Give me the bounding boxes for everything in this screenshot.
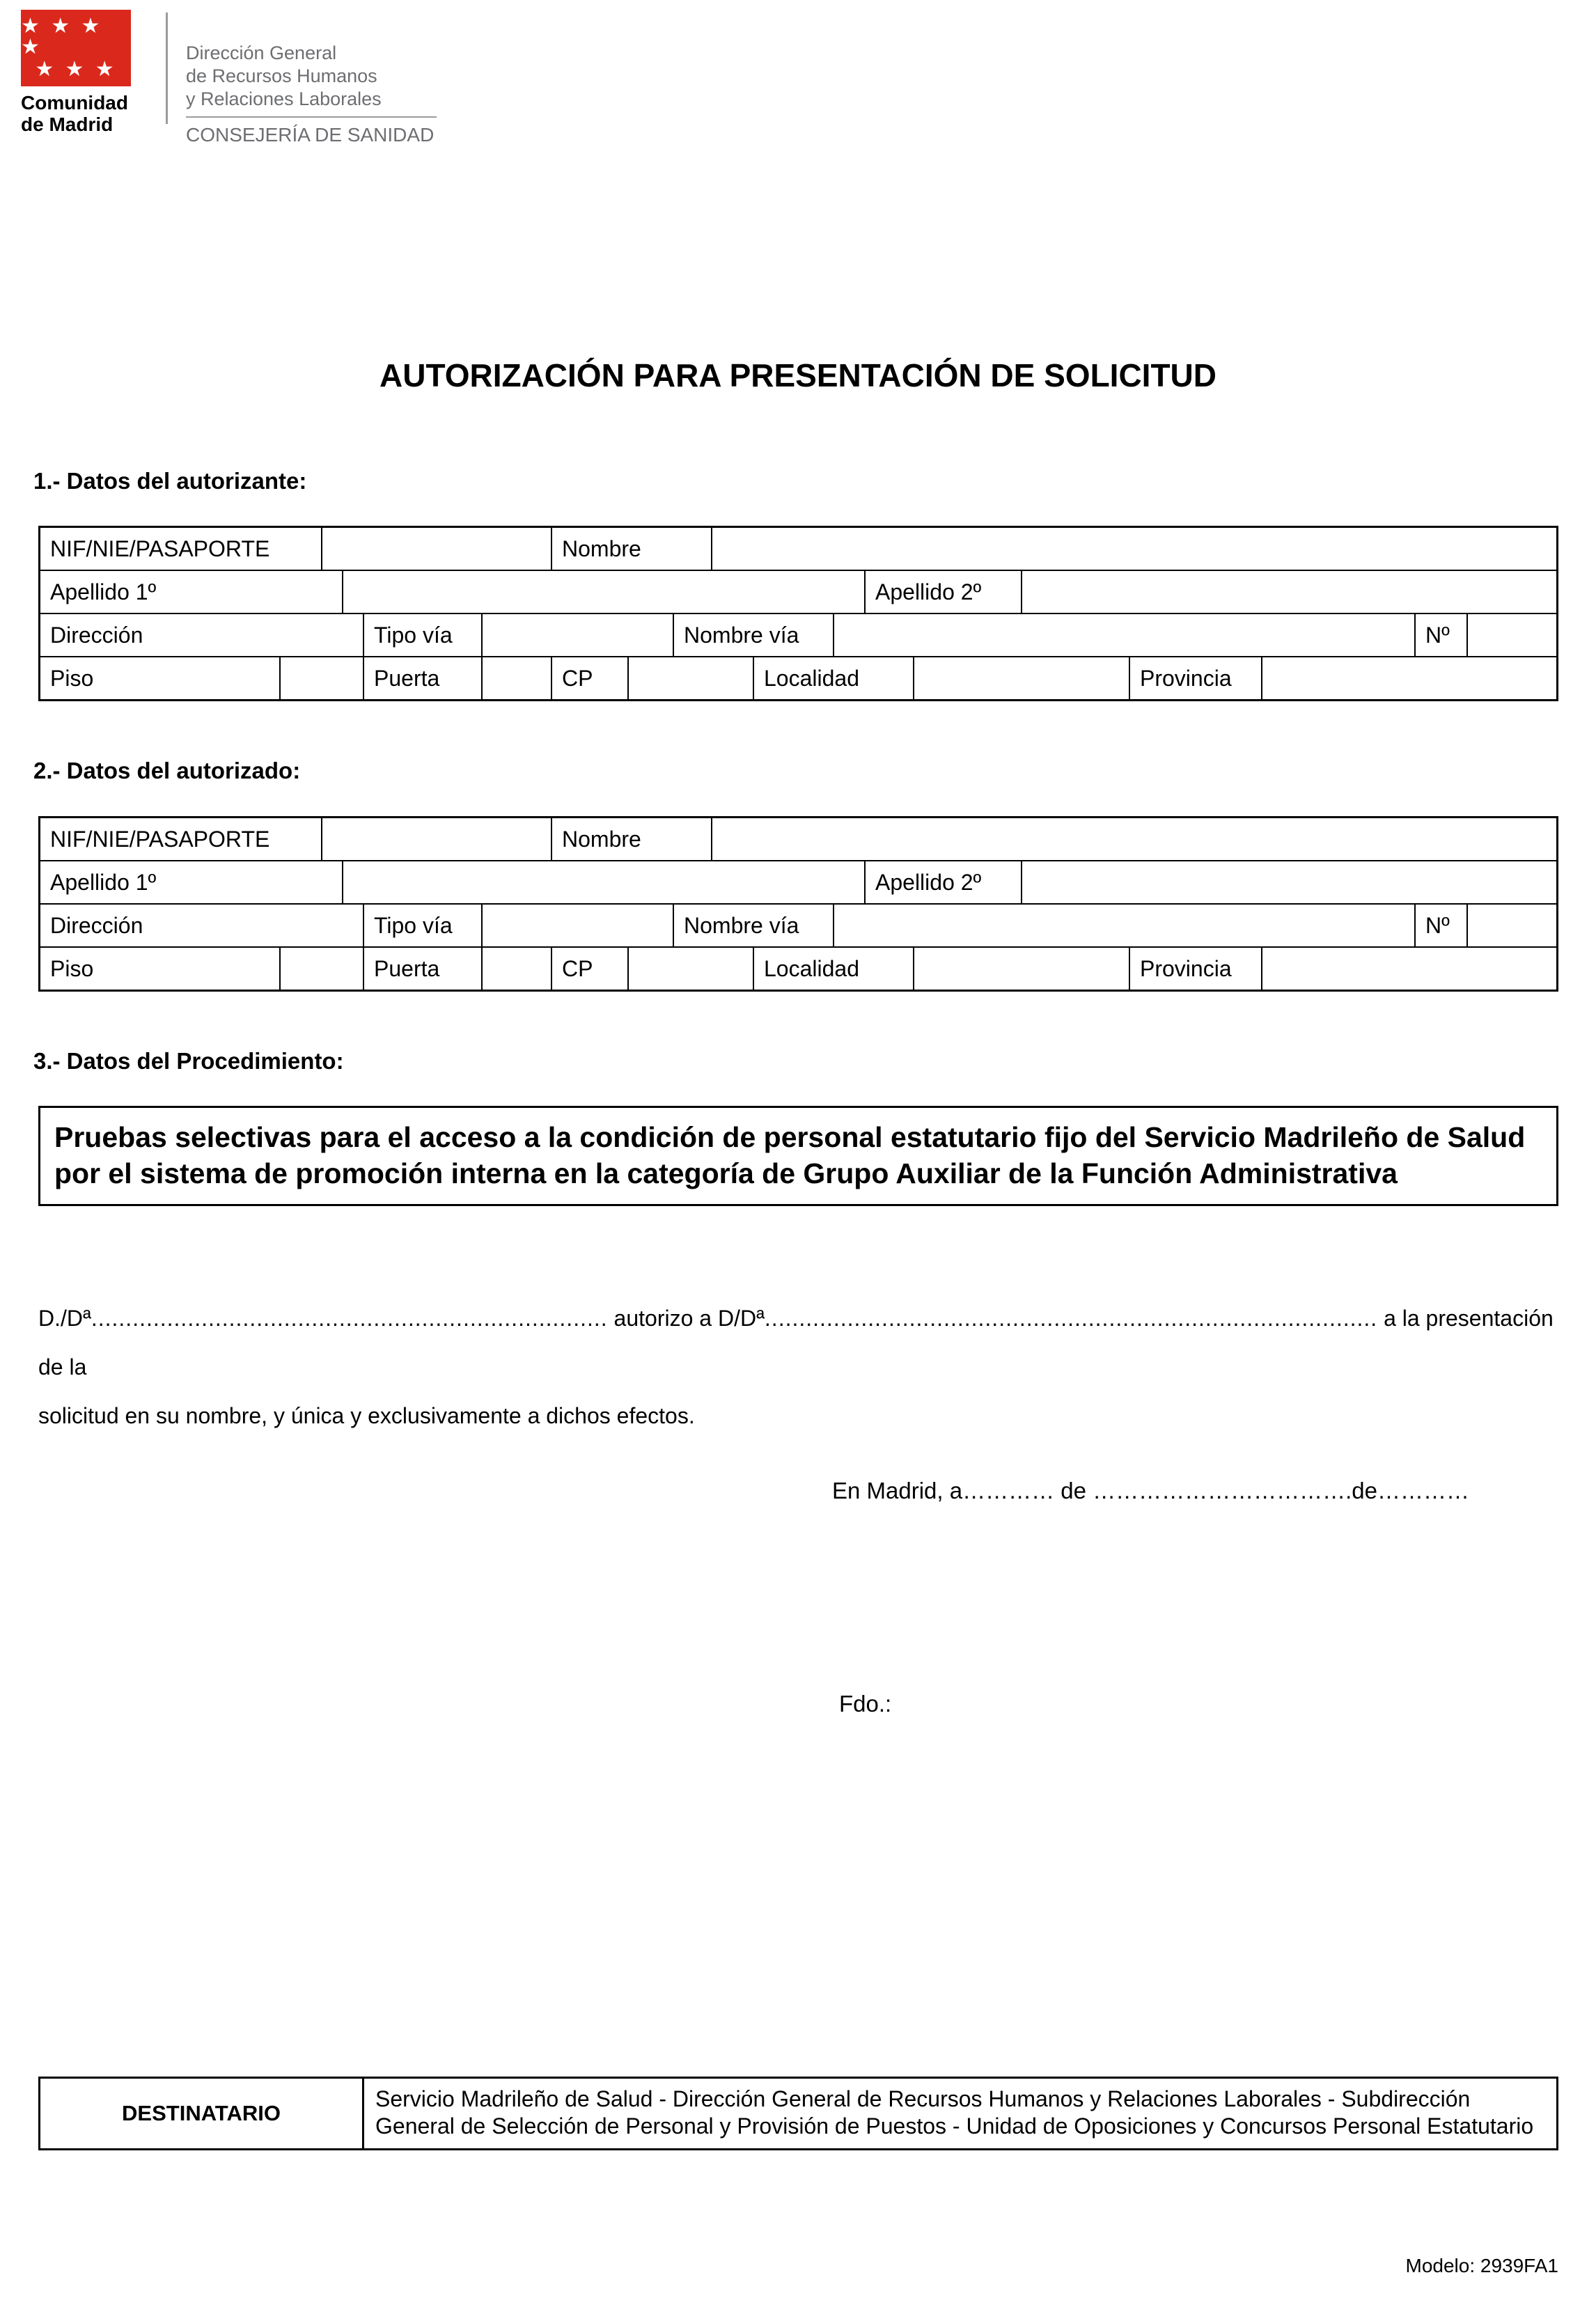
direccion-label-text: Dirección	[50, 912, 143, 938]
comunidad-madrid-logo	[21, 10, 148, 135]
signature-label: Fdo.:	[839, 1691, 892, 1717]
table-row	[40, 818, 1556, 861]
direccion-label	[40, 905, 364, 946]
localidad-label	[754, 948, 914, 990]
provincia-label	[1130, 948, 1262, 990]
auth-middle: autorizo a D/Dª	[607, 1306, 765, 1331]
apellido1-label	[40, 571, 343, 613]
direccion-label	[40, 614, 364, 656]
tipo-via-label-text: Tipo vía	[374, 912, 453, 938]
piso-label-text: Piso	[50, 955, 94, 981]
model-number: Modelo: 2939FA1	[1405, 2255, 1558, 2276]
puerta-label-text: Puerta	[374, 665, 440, 691]
numero-input-cell[interactable]	[1468, 614, 1556, 656]
cp-label-text: CP	[562, 665, 593, 691]
apellido2-input-cell[interactable]	[1022, 571, 1556, 613]
authorization-line1	[38, 1294, 1558, 1391]
destinatario-table	[38, 2077, 1558, 2150]
apellido2-input-cell[interactable]	[1022, 861, 1556, 903]
nif-label-text: NIF/NIE/PASAPORTE	[50, 536, 270, 561]
tipo-via-label-text: Tipo vía	[374, 622, 453, 648]
org-line1: Dirección General	[186, 42, 337, 63]
numero-input-cell[interactable]	[1468, 905, 1556, 946]
department-name: CONSEJERÍA DE SANIDAD	[186, 124, 435, 146]
cp-input-cell[interactable]	[629, 948, 754, 990]
numero-label-text: Nº	[1425, 622, 1450, 648]
nombre-input-cell[interactable]	[712, 528, 1556, 570]
madrid-flag-icon	[21, 10, 131, 86]
tipo-via-input-cell[interactable]	[483, 614, 674, 656]
page-title: AUTORIZACIÓN PARA PRESENTACIÓN DE SOLICITUD	[380, 357, 1216, 393]
piso-input-cell[interactable]	[281, 948, 364, 990]
apellido1-label-text: Apellido 1º	[50, 579, 157, 604]
section3-heading: 3.- Datos del Procedimiento:	[33, 1048, 344, 1074]
header-horizontal-divider	[186, 116, 437, 118]
table-row	[40, 861, 1556, 905]
tipo-via-input-cell[interactable]	[483, 905, 674, 946]
flag-stars-row2: ★ ★ ★	[35, 58, 117, 81]
apellido1-input-cell[interactable]	[343, 571, 866, 613]
puerta-input-cell[interactable]	[483, 657, 552, 699]
apellido2-label	[866, 571, 1022, 613]
numero-label	[1416, 614, 1468, 656]
destinatario-label: DESTINATARIO	[40, 2079, 364, 2148]
apellido1-input-cell[interactable]	[343, 861, 866, 903]
table-row	[40, 571, 1556, 614]
nombre-via-label	[674, 905, 834, 946]
localidad-label	[754, 657, 914, 699]
header	[21, 10, 437, 146]
apellido2-label	[866, 861, 1022, 903]
date-line[interactable]: En Madrid, a………… de …………………………….de…………	[832, 1478, 1470, 1503]
localidad-input-cell[interactable]	[914, 948, 1130, 990]
org-line3: y Relaciones Laborales	[186, 88, 382, 109]
piso-label	[40, 657, 281, 699]
nombre-label	[552, 528, 712, 570]
nombre-via-input-cell[interactable]	[834, 905, 1416, 946]
nif-label	[40, 818, 322, 860]
auth-prefix: D./Dª	[38, 1306, 91, 1331]
nombre-label-text: Nombre	[562, 826, 641, 852]
nombre-label-text: Nombre	[562, 536, 641, 561]
numero-label-text: Nº	[1425, 912, 1450, 938]
nombre-input-cell[interactable]	[712, 818, 1556, 860]
tipo-via-label	[364, 905, 483, 946]
provincia-input-cell[interactable]	[1262, 948, 1556, 990]
destinatario-text: Servicio Madrileño de Salud - Dirección General de Recursos Humanos y Relaciones Laborales - Subdirección General de Selección de Personal y Provisión de Puestos - Unidad de Oposiciones y Concursos Personal Estatutario	[375, 2086, 1534, 2139]
provincia-label	[1130, 657, 1262, 699]
region-name-line1: Comunidad	[21, 92, 128, 114]
nombre-via-label	[674, 614, 834, 656]
flag-stars-row1: ★ ★ ★ ★	[21, 15, 103, 58]
localidad-label-text: Localidad	[764, 955, 859, 981]
localidad-input-cell[interactable]	[914, 657, 1130, 699]
cp-label	[552, 657, 629, 699]
provincia-label-text: Provincia	[1140, 955, 1232, 981]
table-row	[40, 614, 1556, 657]
nif-label-text: NIF/NIE/PASAPORTE	[50, 826, 270, 852]
cp-label-text: CP	[562, 955, 593, 981]
puerta-label	[364, 657, 483, 699]
region-name	[21, 92, 148, 135]
org-line2: de Recursos Humanos	[186, 65, 377, 86]
apellido2-label-text: Apellido 2º	[875, 869, 982, 895]
table-row	[40, 657, 1556, 699]
auth-dots-1[interactable]: ...........................................................................	[91, 1306, 608, 1331]
cp-input-cell[interactable]	[629, 657, 754, 699]
region-name-line2: de Madrid	[21, 114, 114, 135]
provincia-label-text: Provincia	[1140, 665, 1232, 691]
authorizer-table	[38, 526, 1558, 701]
numero-label	[1416, 905, 1468, 946]
nif-input-cell[interactable]	[322, 818, 552, 860]
nombre-via-label-text: Nombre vía	[684, 912, 799, 938]
header-vertical-divider	[166, 13, 168, 124]
puerta-input-cell[interactable]	[483, 948, 552, 990]
nombre-label	[552, 818, 712, 860]
auth-dots-2[interactable]: .........................................................................................	[764, 1306, 1378, 1331]
authorized-table	[38, 816, 1558, 992]
authorization-line2: solicitud en su nombre, y única y exclusivamente a dichos efectos.	[38, 1403, 695, 1428]
direccion-label-text: Dirección	[50, 622, 143, 648]
org-lines	[186, 42, 437, 111]
nif-label	[40, 528, 322, 570]
auth-suffix: a la presentación de la	[38, 1306, 1554, 1379]
cp-label	[552, 948, 629, 990]
authorization-paragraph	[38, 1294, 1558, 1440]
nombre-via-label-text: Nombre vía	[684, 622, 799, 648]
piso-label	[40, 948, 281, 990]
procedure-description-box: Pruebas selectivas para el acceso a la condición de personal estatutario fijo del Servicio Madrileño de Salud por el sistema de promoción interna en la categoría de Grupo Auxiliar de la Función Administrativa	[38, 1106, 1558, 1206]
tipo-via-label	[364, 614, 483, 656]
nombre-via-input-cell[interactable]	[834, 614, 1416, 656]
apellido1-label-text: Apellido 1º	[50, 869, 157, 895]
table-row	[40, 948, 1556, 990]
section1-heading: 1.- Datos del autorizante:	[33, 468, 307, 494]
nif-input-cell[interactable]	[322, 528, 552, 570]
puerta-label	[364, 948, 483, 990]
piso-label-text: Piso	[50, 665, 94, 691]
apellido1-label	[40, 861, 343, 903]
puerta-label-text: Puerta	[374, 955, 440, 981]
section2-heading: 2.- Datos del autorizado:	[33, 758, 301, 783]
localidad-label-text: Localidad	[764, 665, 859, 691]
apellido2-label-text: Apellido 2º	[875, 579, 982, 604]
provincia-input-cell[interactable]	[1262, 657, 1556, 699]
org-block	[186, 10, 437, 146]
table-row	[40, 528, 1556, 571]
piso-input-cell[interactable]	[281, 657, 364, 699]
table-row	[40, 905, 1556, 948]
